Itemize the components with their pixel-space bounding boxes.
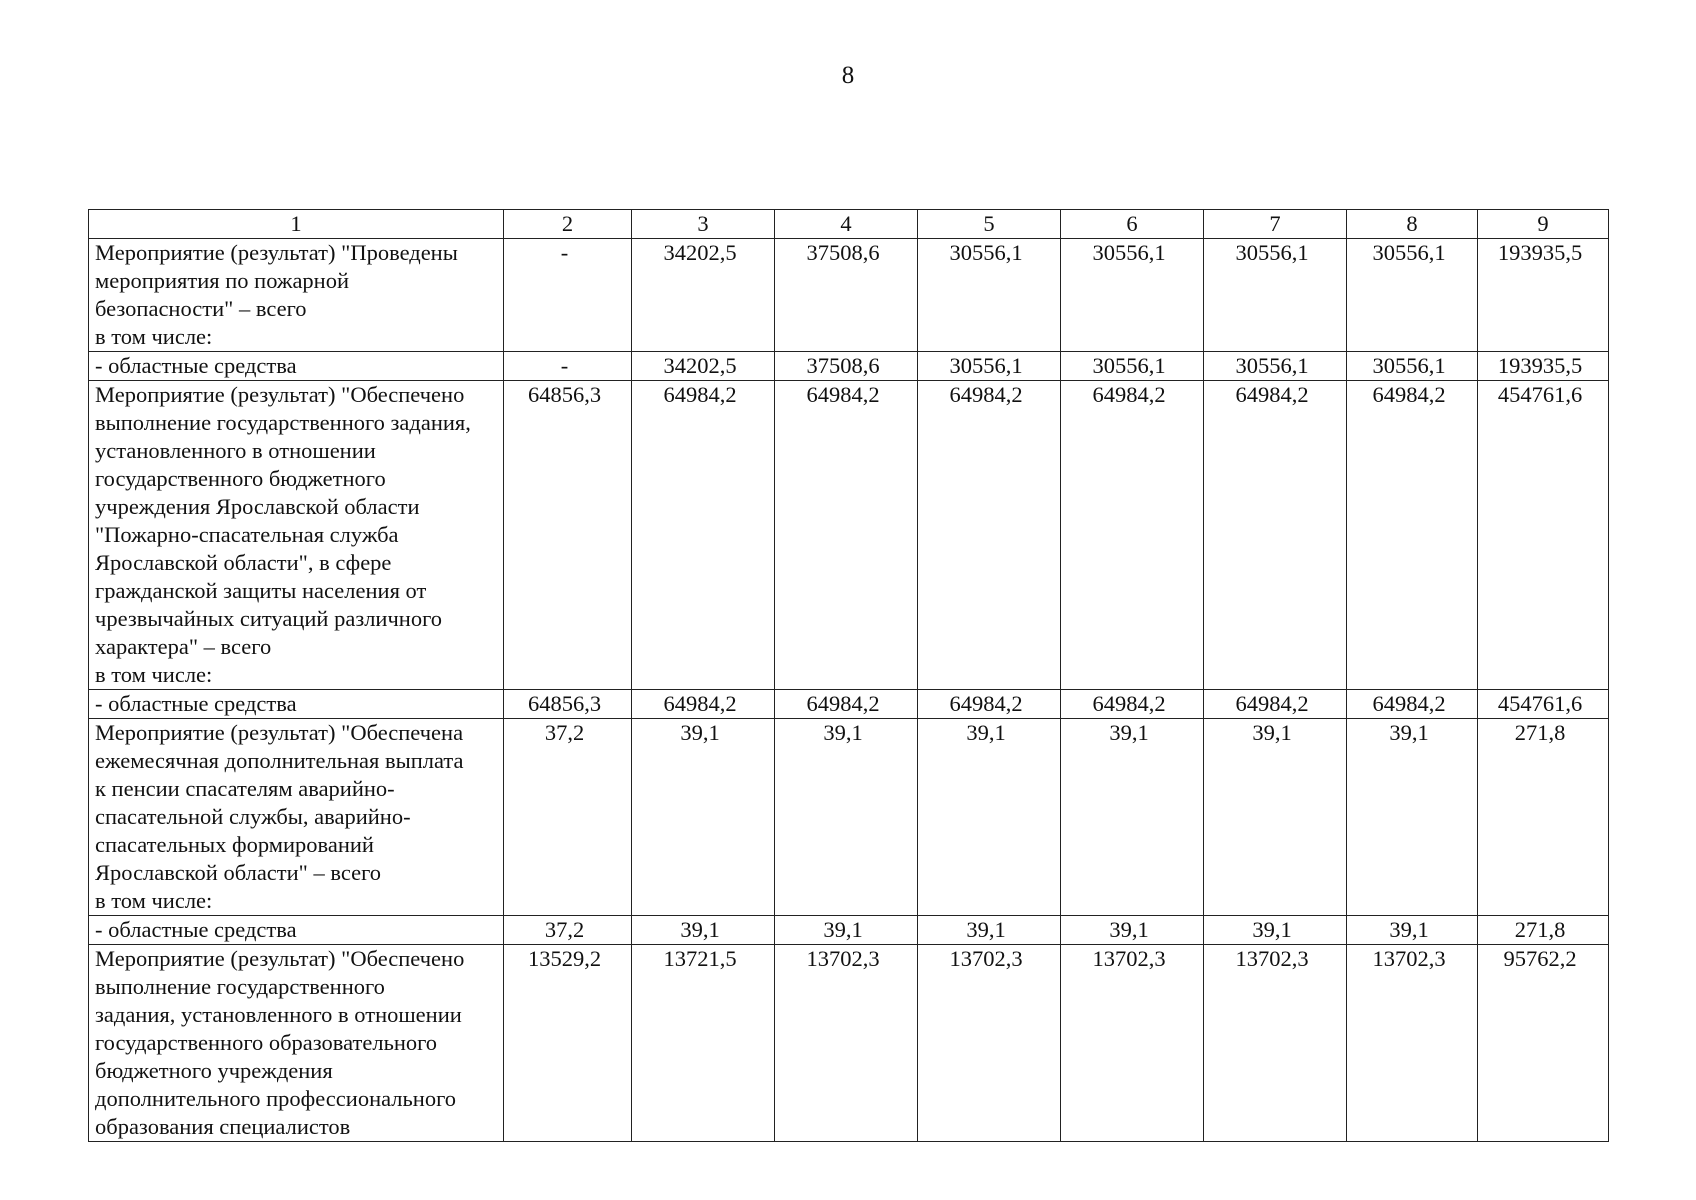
description-line: к пенсии спасателям аварийно- — [95, 776, 395, 801]
value-cell: 271,8 — [1478, 916, 1609, 945]
description-line: - областные средства — [95, 917, 297, 942]
value-cell: - — [504, 239, 632, 352]
column-number-cell: 3 — [632, 210, 775, 239]
value-cell: 13702,3 — [918, 945, 1061, 1142]
description-line: в том числе: — [95, 888, 213, 913]
row-description-cell — [89, 352, 504, 381]
value-cell: 39,1 — [1061, 719, 1204, 916]
column-number-cell: 7 — [1204, 210, 1347, 239]
description-line: спасательных формирований — [95, 832, 374, 857]
value-cell: 271,8 — [1478, 719, 1609, 916]
value-cell: 37,2 — [504, 916, 632, 945]
description-line: - областные средства — [95, 353, 297, 378]
value-cell: 64984,2 — [775, 381, 918, 690]
value-cell: 39,1 — [775, 719, 918, 916]
column-number-cell: 1 — [89, 210, 504, 239]
column-number-cell: 6 — [1061, 210, 1204, 239]
description-line: выполнение государственного — [95, 974, 385, 999]
value-cell: 64984,2 — [918, 381, 1061, 690]
description-line: образования специалистов — [95, 1114, 351, 1139]
value-cell: 39,1 — [775, 916, 918, 945]
description-line: ежемесячная дополнительная выплата — [95, 748, 464, 773]
value-cell: 64984,2 — [1204, 381, 1347, 690]
description-line: Ярославской области" – всего — [95, 860, 382, 885]
value-cell: 30556,1 — [1204, 239, 1347, 352]
description-line: гражданской защиты населения от — [95, 578, 427, 603]
value-cell: 39,1 — [1204, 719, 1347, 916]
description-line: Ярославской области", в сфере — [95, 550, 392, 575]
value-cell: 30556,1 — [1061, 352, 1204, 381]
description-line: Мероприятие (результат) "Обеспечено — [95, 946, 465, 971]
column-number-cell: 5 — [918, 210, 1061, 239]
value-cell: 454761,6 — [1478, 381, 1609, 690]
value-cell: 34202,5 — [632, 352, 775, 381]
value-cell: 39,1 — [632, 719, 775, 916]
description-line: Мероприятие (результат) "Обеспечена — [95, 720, 464, 745]
description-line: "Пожарно-спасательная служба — [95, 522, 399, 547]
description-line: в том числе: — [95, 324, 213, 349]
value-cell: 95762,2 — [1478, 945, 1609, 1142]
value-cell: 64984,2 — [632, 690, 775, 719]
value-cell: 13702,3 — [1347, 945, 1478, 1142]
value-cell: 37,2 — [504, 719, 632, 916]
description-line: выполнение государственного задания, — [95, 410, 471, 435]
value-cell: 39,1 — [1204, 916, 1347, 945]
value-cell: 64984,2 — [775, 690, 918, 719]
value-cell: - — [504, 352, 632, 381]
description-line: бюджетного учреждения — [95, 1058, 333, 1083]
row-description-cell — [89, 381, 504, 690]
value-cell: 13529,2 — [504, 945, 632, 1142]
column-number-row — [89, 210, 1609, 239]
description-line: государственного бюджетного — [95, 466, 386, 491]
description-line: установленного в отношении — [95, 438, 376, 463]
table-row — [89, 916, 1609, 945]
value-cell: 193935,5 — [1478, 352, 1609, 381]
description-line: дополнительного профессионального — [95, 1086, 456, 1111]
value-cell: 30556,1 — [918, 352, 1061, 381]
table-row — [89, 690, 1609, 719]
value-cell: 13702,3 — [775, 945, 918, 1142]
value-cell: 64984,2 — [1061, 381, 1204, 690]
value-cell: 64984,2 — [1347, 690, 1478, 719]
value-cell: 64984,2 — [1061, 690, 1204, 719]
value-cell: 13702,3 — [1061, 945, 1204, 1142]
value-cell: 30556,1 — [1347, 239, 1478, 352]
value-cell: 454761,6 — [1478, 690, 1609, 719]
row-description-cell — [89, 719, 504, 916]
value-cell: 30556,1 — [1347, 352, 1478, 381]
column-number-cell: 9 — [1478, 210, 1609, 239]
description-line: характера" – всего — [95, 634, 272, 659]
value-cell: 13702,3 — [1204, 945, 1347, 1142]
row-description-cell — [89, 945, 504, 1142]
column-number-cell: 4 — [775, 210, 918, 239]
description-line: Мероприятие (результат) "Обеспечено — [95, 382, 465, 407]
description-line: безопасности" – всего — [95, 296, 307, 321]
budget-table — [88, 209, 1609, 1142]
value-cell: 30556,1 — [1204, 352, 1347, 381]
description-line: задания, установленного в отношении — [95, 1002, 462, 1027]
row-description-cell — [89, 239, 504, 352]
value-cell: 39,1 — [1061, 916, 1204, 945]
value-cell: 37508,6 — [775, 239, 918, 352]
column-number-cell: 8 — [1347, 210, 1478, 239]
table-row — [89, 945, 1609, 1142]
value-cell: 64856,3 — [504, 690, 632, 719]
table-row — [89, 352, 1609, 381]
value-cell: 64984,2 — [918, 690, 1061, 719]
value-cell: 34202,5 — [632, 239, 775, 352]
description-line: спасательной службы, аварийно- — [95, 804, 411, 829]
value-cell: 64984,2 — [1204, 690, 1347, 719]
description-line: Мероприятие (результат) "Проведены — [95, 240, 458, 265]
value-cell: 13721,5 — [632, 945, 775, 1142]
table-row — [89, 381, 1609, 690]
value-cell: 64856,3 — [504, 381, 632, 690]
value-cell: 64984,2 — [1347, 381, 1478, 690]
description-line: чрезвычайных ситуаций различного — [95, 606, 443, 631]
description-line: в том числе: — [95, 662, 213, 687]
value-cell: 39,1 — [1347, 916, 1478, 945]
table-row — [89, 239, 1609, 352]
value-cell: 39,1 — [918, 916, 1061, 945]
value-cell: 39,1 — [1347, 719, 1478, 916]
value-cell: 193935,5 — [1478, 239, 1609, 352]
row-description-cell — [89, 916, 504, 945]
value-cell: 39,1 — [918, 719, 1061, 916]
value-cell: 30556,1 — [918, 239, 1061, 352]
description-line: учреждения Ярославской области — [95, 494, 420, 519]
value-cell: 37508,6 — [775, 352, 918, 381]
value-cell: 39,1 — [632, 916, 775, 945]
table-row — [89, 719, 1609, 916]
description-line: государственного образовательного — [95, 1030, 438, 1055]
page-number: 8 — [841, 62, 855, 89]
description-line: мероприятия по пожарной — [95, 268, 350, 293]
value-cell: 30556,1 — [1061, 239, 1204, 352]
row-description-cell — [89, 690, 504, 719]
value-cell: 64984,2 — [632, 381, 775, 690]
description-line: - областные средства — [95, 691, 297, 716]
column-number-cell: 2 — [504, 210, 632, 239]
